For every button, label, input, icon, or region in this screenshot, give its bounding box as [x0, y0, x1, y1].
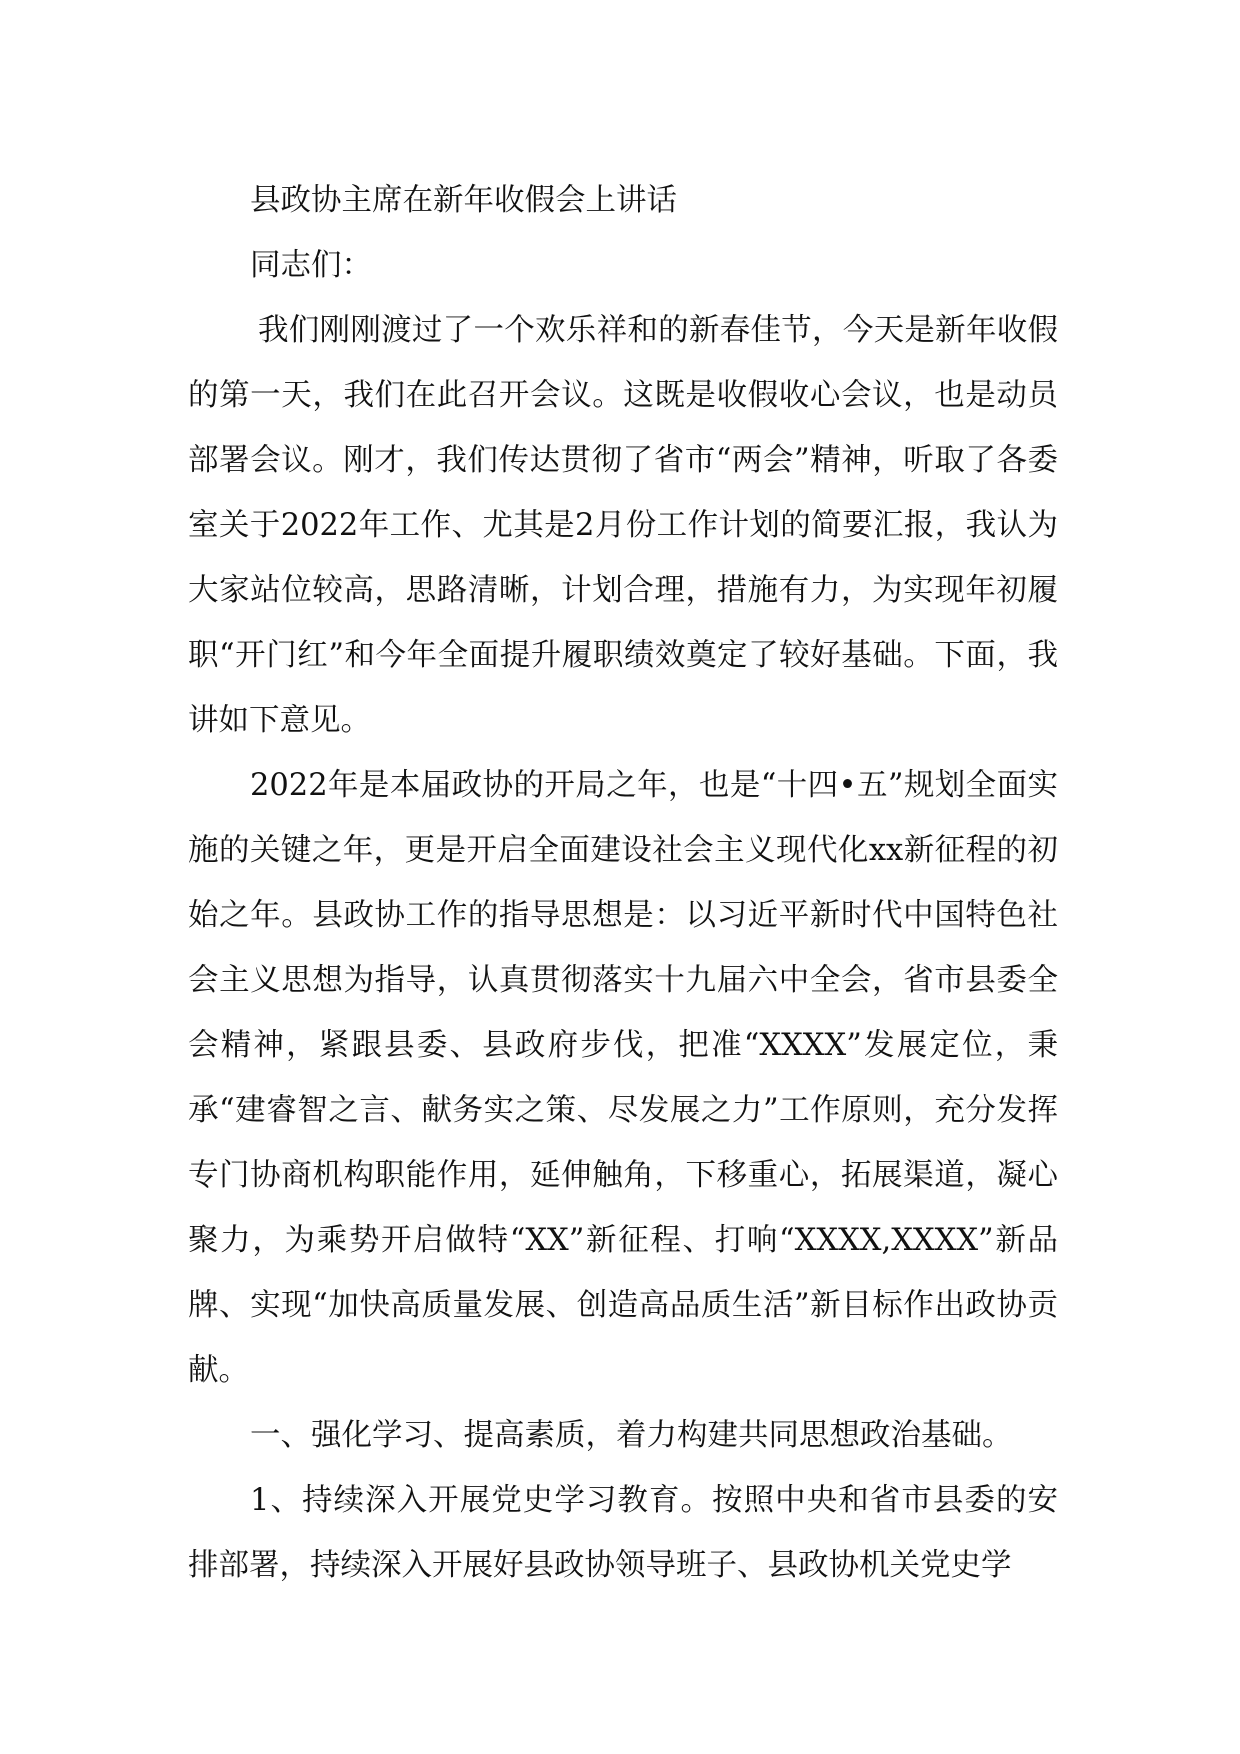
- paragraph-item-1: 1、持续深入开展党史学习教育。按照中央和省市县委的安排部署，持续深入开展好县政协领导班子、县政协机关党史学: [188, 1483, 1058, 1583]
- salutation: 同志们：: [250, 248, 372, 283]
- paragraph-guiding-thought: 2022年是本届政协的开局之年，也是“十四•五”规划全面实施的关键之年，更是开启全面建设社会主义现代化xx新征程的初始之年。县政协工作的指导思想是：以习近平新时代中国特色社会主义思想为指导，认真贯彻落实十九届六中全会，省市县委全会精神，紧跟县委、县政府步伐，把准“XXXX”发展定位，秉承“建睿智之言、献务实之策、尽发展之力”工作原则，充分发挥专门协商机构职能作用，延伸触角，下移重心，拓展渠道，凝心聚力，为乘势开启做特“XX”新征程、打响“XXXX,XXXX”新品牌、实现“加快高质量发展、创造高品质生活”新目标作出政协贡献。: [188, 768, 1058, 1388]
- document-body: [188, 168, 1058, 1598]
- document-title: 县政协主席在新年收假会上讲话: [250, 183, 677, 218]
- section-heading-1: 一、强化学习、提高素质，着力构建共同思想政治基础。: [250, 1418, 1013, 1453]
- paragraph-opening: 我们刚刚渡过了一个欢乐祥和的新春佳节，今天是新年收假的第一天，我们在此召开会议。这既是收假收心会议，也是动员部署会议。刚才，我们传达贯彻了省市“两会”精神，听取了各委室关于2022年工作、尤其是2月份工作计划的简要汇报，我认为大家站位较高，思路清晰，计划合理，措施有力，为实现年初履职“开门红”和今年全面提升履职绩效奠定了较好基础。下面，我讲如下意见。: [188, 313, 1058, 738]
